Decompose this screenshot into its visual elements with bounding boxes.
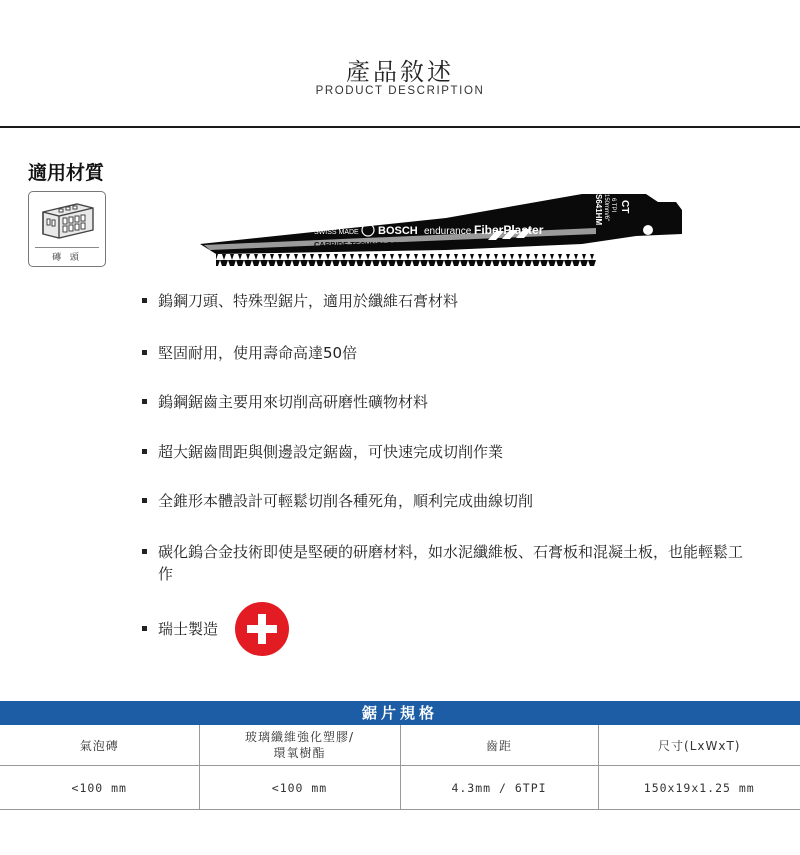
list-item: 瑞士製造 bbox=[142, 618, 218, 640]
table-cell: <100 mm bbox=[199, 766, 400, 810]
bullet-icon bbox=[142, 449, 147, 454]
material-label: 磚 頭 bbox=[52, 253, 82, 263]
saw-blade-image bbox=[196, 188, 686, 268]
table-cell: <100 mm bbox=[0, 766, 199, 810]
table-row bbox=[0, 766, 800, 810]
table-header-cell: 齒距 bbox=[400, 725, 598, 766]
list-item: 鎢鋼鋸齒主要用來切削高研磨性礦物材料 bbox=[142, 391, 428, 413]
bullet-icon bbox=[142, 549, 147, 554]
blade-code: CT bbox=[619, 200, 630, 214]
blade-tech: CARBIDE TECHNOLOGY bbox=[314, 240, 404, 249]
page-subtitle: PRODUCT DESCRIPTION bbox=[315, 85, 485, 97]
bullet-icon bbox=[142, 399, 147, 404]
material-divider bbox=[35, 247, 99, 248]
bullet-icon bbox=[142, 298, 147, 303]
header-divider bbox=[0, 126, 800, 128]
bullet-icon bbox=[142, 626, 147, 631]
list-item: 超大鋸齒間距與側邊設定鋸齒，可快速完成切削作業 bbox=[142, 441, 503, 463]
material-card bbox=[28, 191, 106, 267]
blade-size: 150mm/6" bbox=[603, 194, 609, 222]
page-title: 產品敘述 bbox=[346, 58, 454, 86]
list-item: 全錐形本體設計可輕鬆切削各種死角，順利完成曲線切削 bbox=[142, 490, 533, 512]
list-item: 鎢鋼刀頭、特殊型鋸片，適用於纖維石膏材料 bbox=[142, 290, 458, 312]
blade-tpi: 6 TPI bbox=[610, 198, 616, 213]
table-cell: 4.3mm / 6TPI bbox=[400, 766, 598, 810]
list-item: 碳化鎢合金技術即使是堅硬的研磨材料，如水泥纖維板、石膏板和混凝土板，也能輕鬆工作 bbox=[142, 541, 743, 585]
table-cell: 150x19x1.25 mm bbox=[598, 766, 800, 810]
blade-product: FiberPlaster bbox=[474, 223, 544, 237]
blade-model: S641HM bbox=[594, 194, 603, 226]
blade-swiss-made: SWISS MADE bbox=[314, 229, 359, 236]
blade-brand: BOSCH bbox=[378, 225, 418, 237]
material-heading: 適用材質 bbox=[28, 162, 105, 184]
table-header-cell: 尺寸(LxWxT) bbox=[598, 725, 800, 766]
table-row bbox=[0, 725, 800, 766]
blade-line: endurance bbox=[424, 226, 472, 237]
spec-table bbox=[0, 725, 800, 810]
bullet-icon bbox=[142, 498, 147, 503]
bullet-icon bbox=[142, 350, 147, 355]
list-item: 堅固耐用，使用壽命高達50倍 bbox=[142, 342, 357, 364]
brick-icon bbox=[29, 192, 105, 246]
spec-heading: 鋸片規格 bbox=[0, 701, 800, 725]
table-header-cell: 氣泡磚 bbox=[0, 725, 199, 766]
swiss-flag-icon bbox=[235, 602, 289, 656]
table-header-cell: 玻璃纖維強化塑膠/ 環氧樹酯 bbox=[199, 725, 400, 766]
